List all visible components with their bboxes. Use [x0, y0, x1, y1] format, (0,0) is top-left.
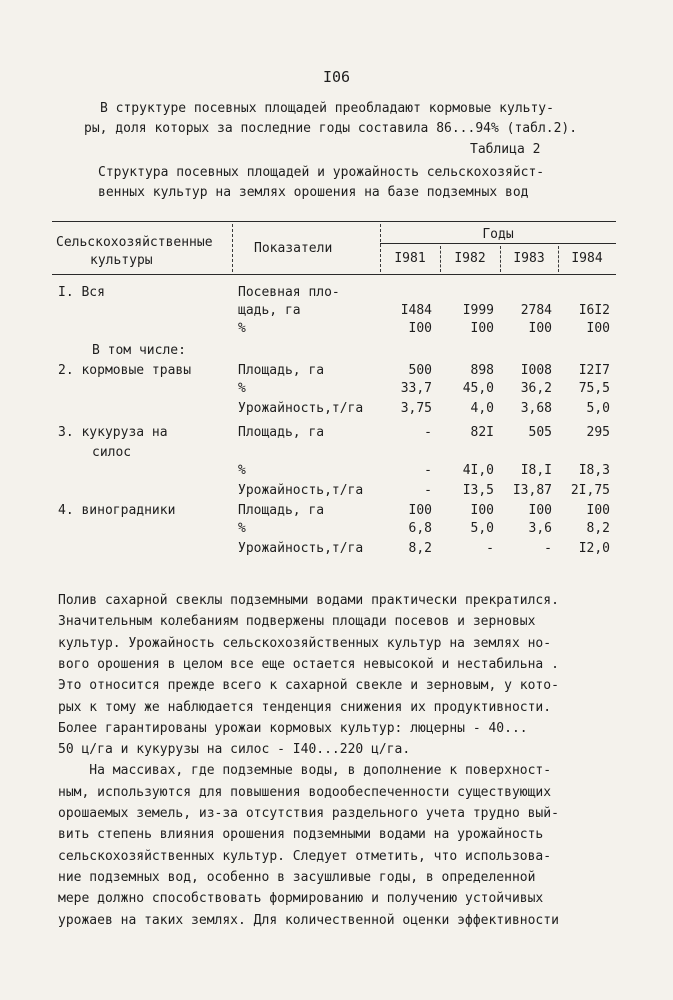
table-row-indicator: % [238, 381, 246, 396]
table-cell-value: I3,87 [512, 483, 552, 498]
table-cell-value: 8,2 [408, 541, 432, 556]
body-line: ние подземных вод, особенно в засушливые годы, в определенной [58, 869, 536, 885]
body-line: Более гарантированы урожаи кормовых культур: люцерны - 40... [58, 720, 528, 736]
table-top-rule [52, 221, 616, 222]
table-cell-value: I00 [528, 503, 552, 518]
head-year-4: I984 [571, 251, 603, 266]
table-cell-value: - [424, 483, 432, 498]
body-line: рых к тому же наблюдается тенденция снижения их продуктивности. [58, 699, 552, 715]
table-cell-value: 505 [528, 425, 552, 440]
table-cell-value: 82I [470, 425, 494, 440]
table-row-indicator: % [238, 521, 246, 536]
table-row-crop: 2. кормовые травы [58, 363, 192, 378]
intro-line-1: В структуре посевных площадей преобладают кормовые культу- [100, 101, 554, 116]
table-row-indicator: Урожайность,т/га [238, 541, 364, 556]
table-cell-value: 45,0 [462, 381, 494, 396]
table-cell-value: 2I,75 [570, 483, 610, 498]
head-crop-line-1: Сельскохозяйственные [56, 235, 213, 250]
table-row-indicator: Площадь, га [238, 363, 325, 378]
table-cell-value: 36,2 [520, 381, 552, 396]
table-cell-value: I00 [470, 321, 494, 336]
body-line: вить степень влияния орошения подземными водами на урожайность [58, 827, 544, 843]
table-row-crop: I. Вся [58, 285, 105, 300]
table-cell-value: I8,3 [578, 463, 610, 478]
table-cell-value: 898 [470, 363, 494, 378]
table-cell-value: I00 [586, 321, 610, 336]
table-row-indicator: щадь, га [238, 303, 301, 318]
table-cell-value: 6,8 [408, 521, 432, 536]
table-row-indicator: % [238, 321, 246, 336]
table-cell-value: I00 [408, 503, 432, 518]
table-cell-value: I008 [520, 363, 552, 378]
table-cell-value: 3,6 [528, 521, 552, 536]
table-cell-value: - [544, 541, 552, 556]
table-title-line-2: венных культур на землях орошения на базе подземных вод [98, 185, 529, 200]
table-row-crop: силос [92, 445, 132, 460]
table-cell-value: I00 [408, 321, 432, 336]
table-cell-value: 2784 [520, 303, 552, 318]
table-cell-value: - [486, 541, 494, 556]
body-line: Это относится прежде всего к сахарной свекле и зерновым, у кото- [58, 678, 559, 694]
body-line: культур. Урожайность сельскохозяйственных культур на землях но- [58, 635, 552, 651]
table-row-crop: 3. кукуруза на [58, 425, 168, 440]
page-number: I06 [322, 68, 351, 86]
body-line: вого орошения в целом все еще остается невысокой и нестабильна . [58, 656, 559, 672]
table-cell-value: I2,0 [578, 541, 610, 556]
table-cell-value: I8,I [520, 463, 552, 478]
table-cell-value: I00 [528, 321, 552, 336]
table-cell-value: - [424, 463, 432, 478]
table-cell-value: I2I7 [578, 363, 610, 378]
table-cell-value: I00 [470, 503, 494, 518]
intro-line-2: ры, доля которых за последние годы составила 86...94% (табл.2). [84, 121, 578, 136]
table-row-indicator: Урожайность,т/га [238, 483, 364, 498]
table-row-indicator: Площадь, га [238, 425, 325, 440]
header-divider-1 [232, 224, 233, 272]
table-cell-value: 33,7 [400, 381, 432, 396]
body-line: Значительным колебаниям подвержены площади посевов и зерновых [58, 614, 536, 630]
table-header-bottom-rule [52, 274, 616, 275]
head-indicator: Показатели [254, 241, 333, 256]
table-cell-value: 5,0 [586, 401, 610, 416]
body-line: урожаев на таких землях. Для количественной оценки эффективности [58, 912, 559, 928]
table-cell-value: 8,2 [586, 521, 610, 536]
table-title-line-1: Структура посевных площадей и урожайность сельскохозяйст- [98, 165, 545, 180]
table-row-indicator: Посевная пло- [238, 285, 340, 300]
table-row-crop: В том числе: [92, 343, 186, 358]
body-line: 50 ц/га и кукурузы на силос - I40...220 ц/га. [58, 742, 411, 758]
body-line: ным, используются для повышения водообеспеченности существующих [58, 784, 552, 800]
table-cell-value: 4,0 [470, 401, 494, 416]
table-row-indicator: Урожайность,т/га [238, 401, 364, 416]
table-cell-value: I00 [586, 503, 610, 518]
table-cell-value: I6I2 [578, 303, 610, 318]
head-year-1: I981 [394, 251, 426, 266]
table-cell-value: 3,68 [520, 401, 552, 416]
head-year-3: I983 [513, 251, 545, 266]
table-cell-value: 3,75 [400, 401, 432, 416]
table-cell-value: 5,0 [470, 521, 494, 536]
table-cell-value: 295 [586, 425, 610, 440]
body-line: мере должно способствовать формированию и получению устойчивых [58, 891, 544, 907]
head-years: Годы [482, 227, 514, 242]
table-cell-value: I999 [462, 303, 494, 318]
body-line: сельскохозяйственных культур. Следует отметить, что использова- [58, 848, 552, 864]
body-line: На массивах, где подземные воды, в дополнение к поверхност- [58, 763, 552, 779]
table-row-indicator: % [238, 463, 246, 478]
table-row-indicator: Площадь, га [238, 503, 325, 518]
table-cell-value: 75,5 [578, 381, 610, 396]
table-cell-value: 4I,0 [462, 463, 494, 478]
head-crop-line-2: культуры [90, 253, 153, 268]
body-line: Полив сахарной свеклы подземными водами практически прекратился. [58, 593, 559, 608]
table-cell-value: 500 [408, 363, 432, 378]
head-year-2: I982 [454, 251, 486, 266]
table-row-crop: 4. виноградники [58, 503, 176, 518]
table-number: Таблица 2 [470, 142, 541, 157]
table-cell-value: - [424, 425, 432, 440]
body-line: орошаемых земель, из-за отсутствия раздельного учета трудно вый- [58, 806, 559, 821]
table-cell-value: I484 [400, 303, 432, 318]
table-cell-value: I3,5 [462, 483, 494, 498]
